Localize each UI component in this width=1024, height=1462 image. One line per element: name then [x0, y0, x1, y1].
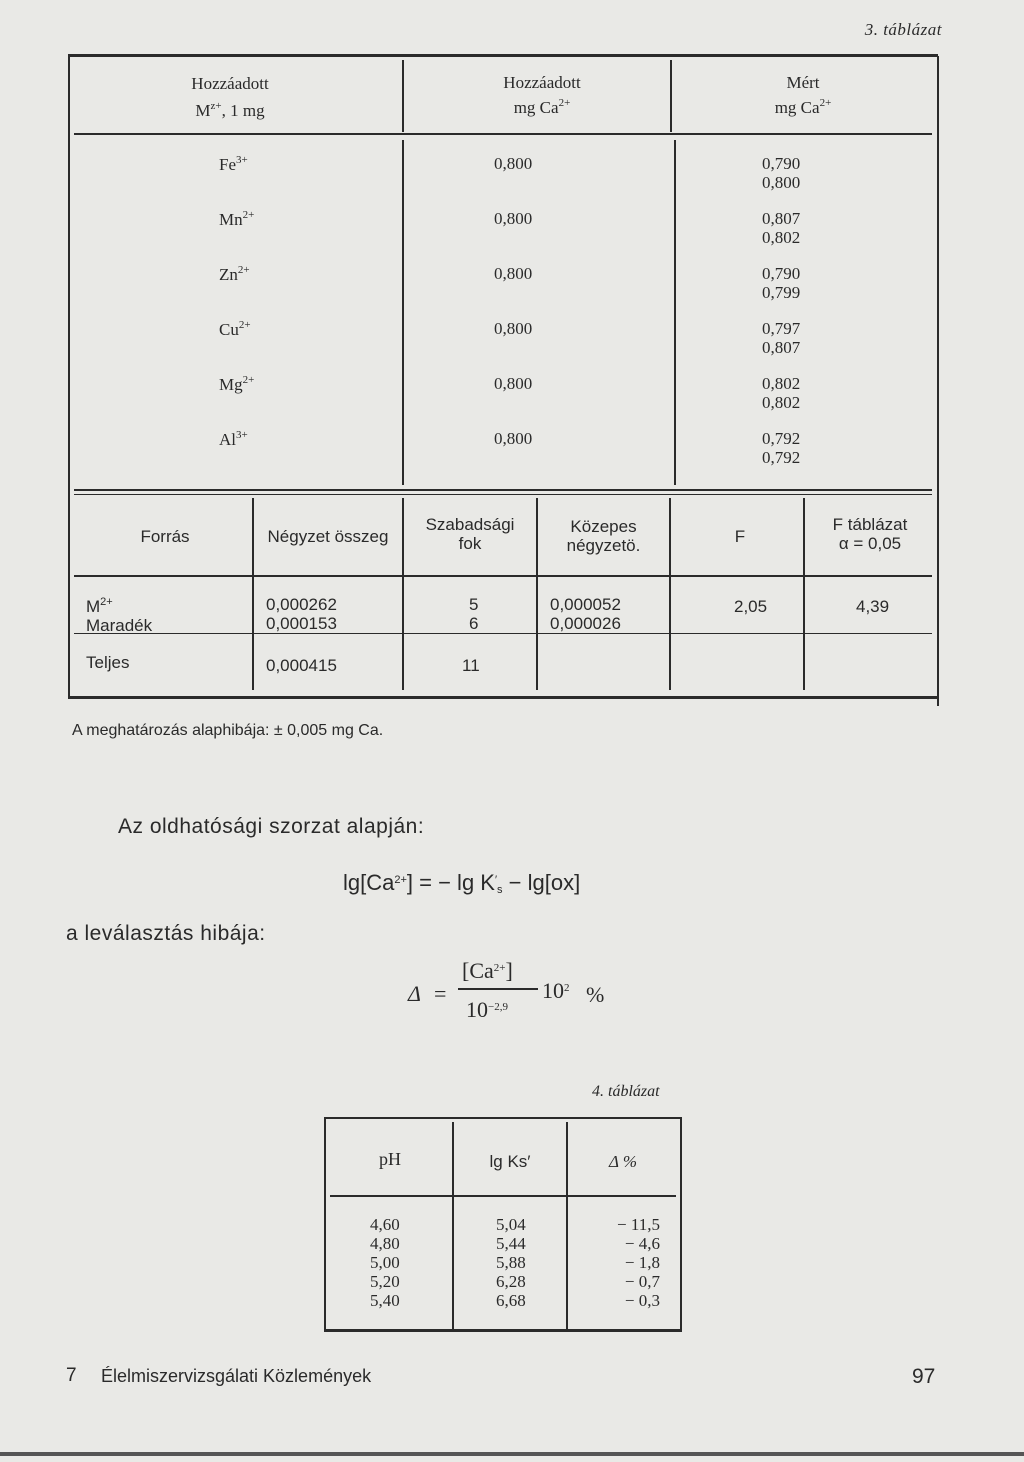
- header-measured-ca: Mért mg $Ca^{2+}$: [774, 73, 832, 117]
- anova-total-dof: 11: [462, 656, 480, 675]
- anova-source-col: $M^{2+}$ Maradék: [86, 596, 153, 635]
- ion-al: $Al^{3+}$: [219, 429, 248, 449]
- added-al: 0,800: [494, 429, 533, 448]
- anova-header-dof: Szabadsági fok: [425, 515, 515, 553]
- measured-al: 0,792 0,792: [762, 429, 801, 467]
- t4-ph-col: 4,60 4,80 5,00 5,20 5,40: [370, 1215, 400, 1310]
- table-3-caption: 3. táblázat: [864, 20, 942, 39]
- measured-cu: 0,797 0,807: [762, 319, 801, 357]
- ion-mn: $Mn^{2+}$: [219, 209, 255, 229]
- measured-mg: 0,802 0,802: [762, 374, 801, 412]
- t4-delta-col: − 11,5 − 4,6 − 1,8 − 0,7 − 0,3: [617, 1215, 660, 1310]
- added-mn: 0,800: [494, 209, 533, 228]
- table-4-caption: 4. táblázat: [592, 1083, 660, 1100]
- t4-header-ph: pH: [379, 1149, 401, 1169]
- measured-mn: 0,807 0,802: [762, 209, 801, 247]
- anova-header-ftable: F táblázat α = 0,05: [832, 515, 908, 553]
- formula-lg-ca: $\lg[Ca^{2+}]$ = − $\lg K'_s - \lg[ox]$: [343, 870, 581, 896]
- anova-dof-col: 5 6: [469, 595, 479, 633]
- anova-header-ms: Közepes négyzetö.: [566, 517, 641, 555]
- anova-ftable-value: 4,39: [856, 597, 890, 616]
- added-cu: 0,800: [494, 319, 533, 338]
- bottom-edge: [0, 1452, 1024, 1456]
- solubility-intro: Az oldhatósági szorzat alapján:: [118, 815, 425, 838]
- anova-header-f: F: [734, 527, 746, 546]
- anova-header-ss: Négyzet összeg: [267, 527, 389, 546]
- added-fe: 0,800: [494, 154, 533, 173]
- ion-mg: $Mg^{2+}$: [219, 374, 255, 394]
- anova-total-source: Teljes: [86, 653, 130, 672]
- anova-total-ss: 0,000415: [266, 656, 337, 675]
- page-number: 97: [912, 1365, 936, 1388]
- error-intro: a leválasztás hibája:: [66, 922, 266, 945]
- footnote: A meghatározás alaphibája: ± 0,005 mg Ca.: [72, 722, 384, 739]
- footer-signature: 7: [66, 1365, 77, 1386]
- measured-fe: 0,790 0,800: [762, 154, 801, 192]
- t4-lgk-col: 5,04 5,44 5,88 6,28 6,68: [496, 1215, 526, 1310]
- ion-cu: $Cu^{2+}$: [219, 319, 251, 339]
- anova-ms-col: 0,000052 0,000026: [550, 595, 621, 633]
- ion-zn: $Zn^{2+}$: [219, 264, 250, 284]
- header-added-ion: Hozzáadott $M^{z+}$, 1 mg: [191, 74, 269, 120]
- added-zn: 0,800: [494, 264, 533, 283]
- ion-fe: $Fe^{3+}$: [219, 154, 248, 174]
- header-added-ca: Hozzáadott mg $Ca^{2+}$: [503, 73, 581, 117]
- anova-f-value: 2,05: [734, 597, 768, 616]
- added-mg: 0,800: [494, 374, 533, 393]
- measured-zn: 0,790 0,799: [762, 264, 801, 302]
- anova-header-source: Forrás: [140, 527, 190, 546]
- footer-journal: Élelmiszervizsgálati Közlemények: [101, 1366, 372, 1386]
- t4-header-delta: Δ %: [608, 1152, 638, 1171]
- anova-ss-col: 0,000262 0,000153: [266, 595, 337, 633]
- t4-header-lgk: lg Ks′: [489, 1152, 531, 1171]
